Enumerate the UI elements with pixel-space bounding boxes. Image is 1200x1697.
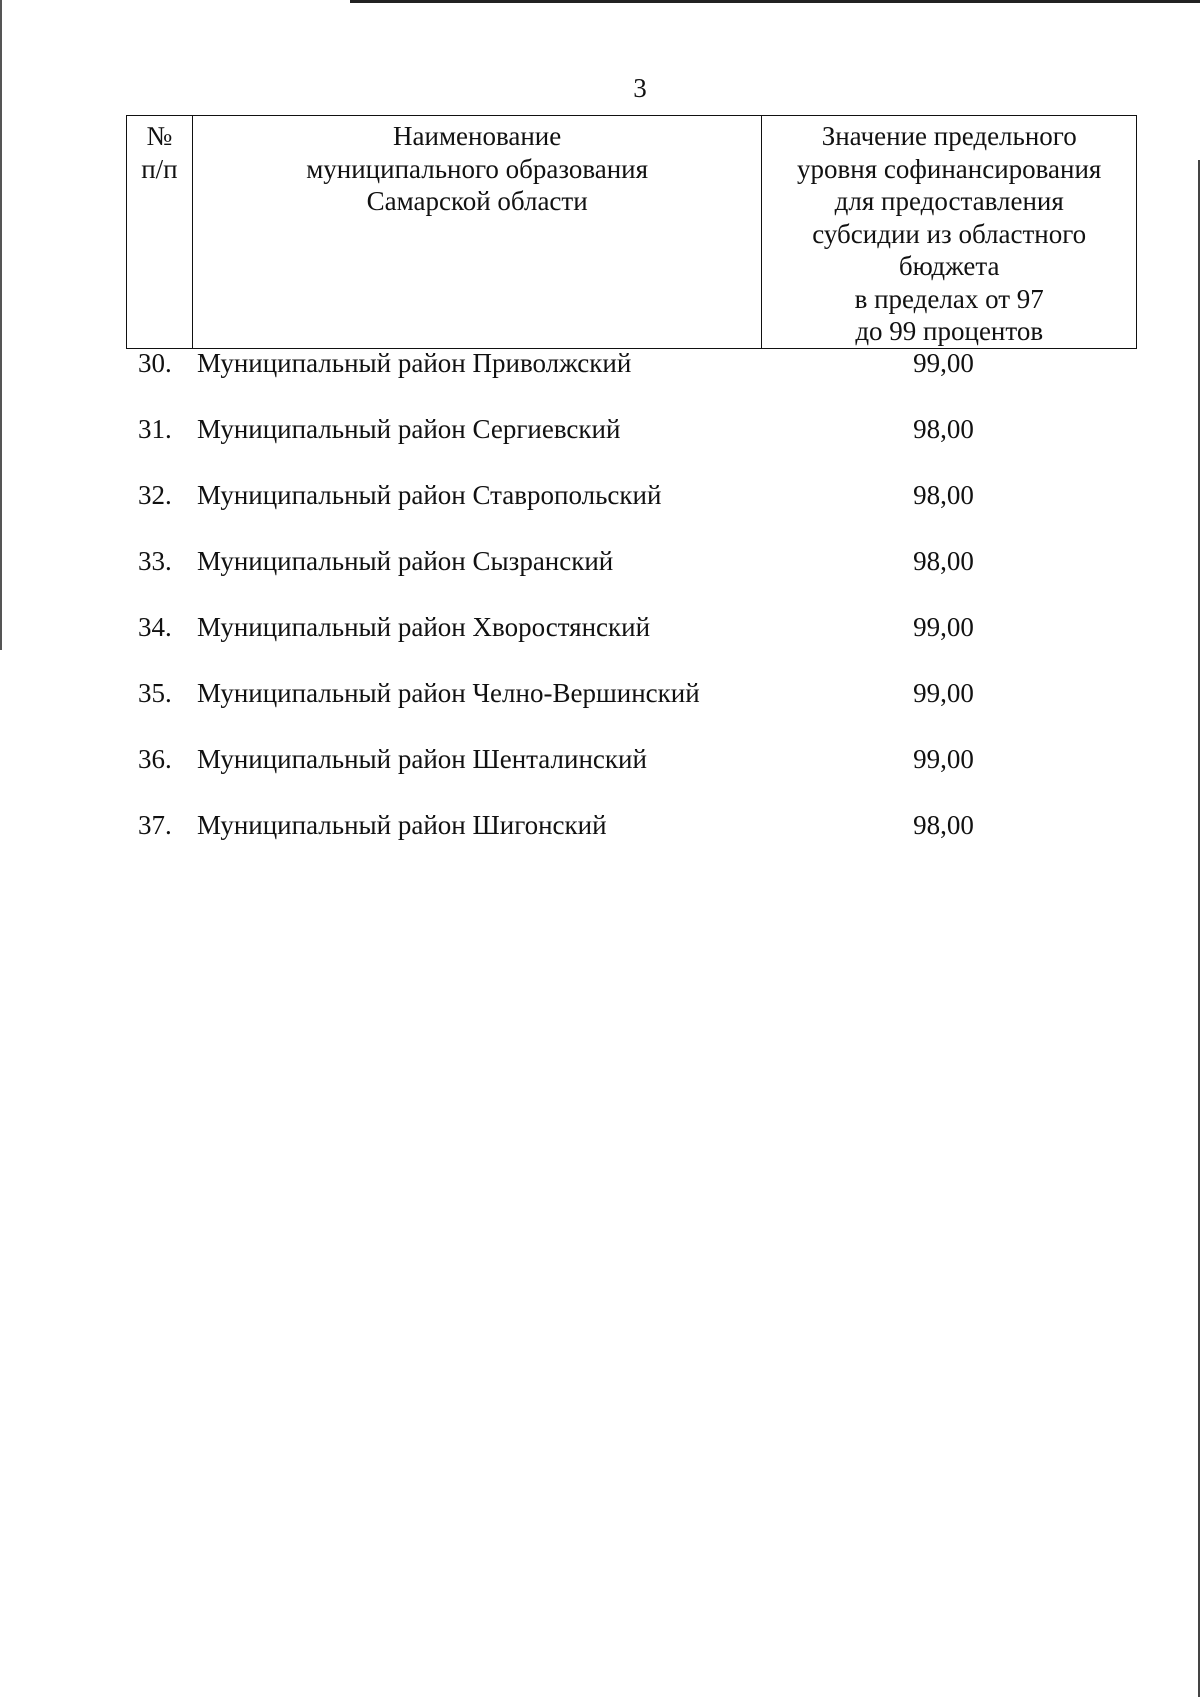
row-number: 34. [138, 612, 172, 642]
row-cofinancing-value: 99,00 [913, 678, 974, 708]
row-municipality-name: Муниципальный район Шигонский [197, 810, 607, 840]
table-row [126, 609, 1137, 649]
header-value-line: Значение предельного [821, 121, 1077, 151]
header-name-line: Самарской области [366, 186, 588, 216]
table-row [126, 411, 1137, 451]
header-value-line: уровня софинансирования [797, 153, 1102, 184]
table-row [126, 543, 1137, 583]
row-municipality-name: Муниципальный район Приволжский [197, 348, 632, 378]
row-number: 30. [138, 348, 172, 378]
row-number: 36. [138, 744, 172, 774]
row-municipality-name: Муниципальный район Хворостянский [197, 612, 651, 642]
table-row [126, 675, 1137, 715]
row-cofinancing-value: 98,00 [913, 414, 974, 444]
table-row [126, 741, 1137, 781]
row-number: 35. [138, 678, 172, 708]
header-value-line: бюджета [898, 251, 1000, 281]
header-name-line: Наименование [393, 121, 562, 151]
header-value-line: для предоставления [834, 186, 1064, 216]
table-row [126, 477, 1137, 517]
header-number-line: п/п [141, 153, 178, 184]
row-number: 31. [138, 414, 172, 444]
header-cell-name [192, 116, 762, 349]
row-municipality-name: Муниципальный район Сергиевский [197, 414, 621, 444]
scan-top-border [350, 0, 1200, 3]
row-number: 32. [138, 480, 172, 510]
row-municipality-name: Муниципальный район Ставропольский [197, 480, 662, 510]
row-municipality-name: Муниципальный район Челно-Вершинский [197, 678, 700, 708]
row-municipality-name: Муниципальный район Шенталинский [197, 744, 647, 774]
header-value-line: субсидии из областного [812, 218, 1087, 249]
table-row [126, 807, 1137, 847]
header-name-line: муниципального образования [306, 153, 649, 184]
row-cofinancing-value: 99,00 [913, 348, 974, 378]
row-municipality-name: Муниципальный район Сызранский [197, 546, 614, 576]
row-cofinancing-value: 99,00 [913, 612, 974, 642]
header-value-line: до 99 процентов [855, 316, 1044, 346]
row-cofinancing-value: 99,00 [913, 744, 974, 774]
scan-left-border [0, 0, 2, 650]
row-number: 37. [138, 810, 172, 840]
row-number: 33. [138, 546, 172, 576]
page-number: 3 [633, 73, 647, 103]
header-number-line: № [146, 121, 173, 151]
table-header [126, 115, 1137, 349]
header-cell-number [127, 116, 193, 349]
row-cofinancing-value: 98,00 [913, 810, 974, 840]
row-cofinancing-value: 98,00 [913, 546, 974, 576]
table-row [126, 345, 1137, 385]
row-cofinancing-value: 98,00 [913, 480, 974, 510]
header-value-line: в пределах от 97 [854, 283, 1044, 314]
header-cell-value [762, 116, 1137, 349]
